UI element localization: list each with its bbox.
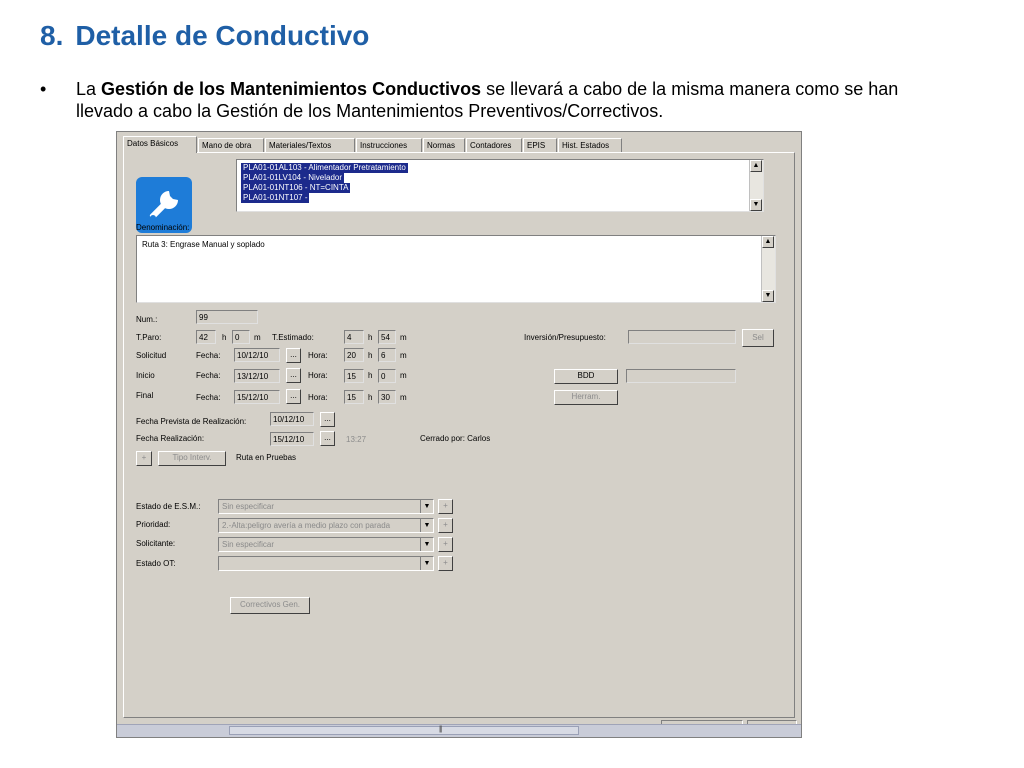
list-item[interactable]: PLA01-01AL103 - Alimentador Pretratamiento	[243, 163, 406, 172]
bullet-dot: •	[40, 79, 47, 99]
minutes-unit-label: m	[400, 351, 407, 360]
hora-label: Hora:	[308, 371, 328, 380]
list-item[interactable]: PLA01-01NT107 -	[243, 193, 308, 202]
correctivos-gen-button[interactable]: Correctivos Gen.	[230, 597, 310, 614]
solicitud-date-field[interactable]: 10/12/10	[234, 348, 280, 362]
final-date-picker-button[interactable]: ...	[286, 389, 301, 404]
slide-title-text: Detalle de Conductivo	[75, 20, 370, 51]
minutes-unit-label: m	[400, 393, 407, 402]
sel-button[interactable]: Sel	[742, 329, 774, 347]
testimado-hours-field[interactable]: 4	[344, 330, 364, 344]
solicitud-date-picker-button[interactable]: ...	[286, 348, 301, 363]
testimado-minutes-field[interactable]: 54	[378, 330, 396, 344]
add-solicitante-button[interactable]: +	[438, 537, 453, 552]
add-estado-esm-button[interactable]: +	[438, 499, 453, 514]
dropdown-arrow-icon[interactable]: ▼	[420, 538, 433, 551]
dropdown-arrow-icon[interactable]: ▼	[420, 519, 433, 532]
horizontal-scrollbar[interactable]	[117, 724, 801, 737]
hours-unit-label: h	[368, 351, 373, 360]
scroll-up-arrow-icon[interactable]: ▲	[750, 160, 762, 172]
denominacion-label: Denominación:	[136, 223, 190, 232]
solicitante-label: Solicitante:	[136, 539, 176, 548]
num-label: Num.:	[136, 315, 158, 324]
bullet-text-suffix: se llevará a cabo de la misma manera como se han llevado a cabo la Gestión de los Mantenimientos Preventivos/Correctivos.	[76, 79, 899, 121]
add-estado-ot-button[interactable]: +	[438, 556, 453, 571]
tparo-hours-field[interactable]: 42	[196, 330, 216, 344]
tab-normas[interactable]: Normas	[423, 138, 465, 152]
inicio-date-field[interactable]: 13/12/10	[234, 369, 280, 383]
app-window	[116, 131, 802, 738]
fecha-realizacion-picker-button[interactable]: ...	[320, 431, 335, 446]
tipo-interv-value: Ruta en Pruebas	[236, 453, 297, 462]
bdd-field[interactable]	[626, 369, 736, 383]
denominacion-text: Ruta 3: Engrase Manual y soplado	[142, 240, 265, 249]
tab-contadores[interactable]: Contadores	[466, 138, 522, 152]
scrollbar-thumb[interactable]	[229, 726, 579, 735]
prioridad-select[interactable]	[218, 518, 434, 533]
add-tipo-interv-button[interactable]: +	[136, 451, 152, 466]
scroll-up-arrow-icon[interactable]: ▲	[762, 236, 774, 248]
final-date-field[interactable]: 15/12/10	[234, 390, 280, 404]
cerrado-por-text: Cerrado por: Carlos	[420, 434, 491, 443]
fecha-prevista-label: Fecha Prevista de Realización:	[136, 417, 247, 426]
fecha-realizacion-field[interactable]: 15/12/10	[270, 432, 314, 446]
solicitud-hours-field[interactable]: 20	[344, 348, 364, 362]
equipment-list-scrollbar[interactable]	[749, 160, 763, 211]
minutes-unit-label: m	[254, 333, 261, 342]
hours-unit-label: h	[368, 371, 373, 380]
tab-mano-de-obra[interactable]: Mano de obra	[198, 138, 264, 152]
hours-unit-label: h	[368, 393, 373, 402]
solicitud-minutes-field[interactable]: 6	[378, 348, 396, 362]
tab-panel-datos-basicos	[123, 152, 795, 718]
hora-label: Hora:	[308, 393, 328, 402]
tab-datos-basicos[interactable]: Datos Básicos	[123, 136, 197, 153]
solicitud-label: Solicitud	[136, 351, 167, 360]
solicitante-select[interactable]	[218, 537, 434, 552]
estado-esm-value: Sin especificar	[222, 502, 275, 511]
fecha-label: Fecha:	[196, 371, 221, 380]
final-minutes-field[interactable]: 30	[378, 390, 396, 404]
minutes-unit-label: m	[400, 333, 407, 342]
fecha-label: Fecha:	[196, 351, 221, 360]
equipment-list[interactable]	[236, 159, 764, 212]
slide-title	[40, 20, 369, 52]
bullet-text	[76, 78, 940, 122]
tparo-minutes-field[interactable]: 0	[232, 330, 250, 344]
hours-unit-label: h	[222, 333, 227, 342]
tparo-label: T.Paro:	[136, 333, 162, 342]
hours-unit-label: h	[368, 333, 373, 342]
slide-number: 8.	[40, 20, 64, 51]
fecha-prevista-field[interactable]: 10/12/10	[270, 412, 314, 426]
fecha-realizacion-time: 13:27	[346, 435, 367, 444]
herram-button[interactable]: Herram.	[554, 390, 618, 405]
tab-epis[interactable]: EPIS	[523, 138, 557, 152]
testimado-label: T.Estimado:	[272, 333, 314, 342]
bullet-paragraph	[40, 78, 940, 122]
solicitante-value: Sin especificar	[222, 540, 275, 549]
bullet-text-bold: Gestión de los Mantenimientos Conductivos	[101, 79, 482, 99]
estado-ot-select[interactable]	[218, 556, 434, 571]
dropdown-arrow-icon[interactable]: ▼	[420, 500, 433, 513]
bdd-button[interactable]: BDD	[554, 369, 618, 384]
inicio-date-picker-button[interactable]: ...	[286, 368, 301, 383]
scrollbar-grip-icon: |||	[439, 726, 442, 733]
denominacion-scrollbar[interactable]	[761, 236, 775, 302]
minutes-unit-label: m	[400, 371, 407, 380]
dropdown-arrow-icon[interactable]: ▼	[420, 557, 433, 570]
hora-label: Hora:	[308, 351, 328, 360]
final-hours-field[interactable]: 15	[344, 390, 364, 404]
estado-ot-label: Estado OT:	[136, 559, 176, 568]
inicio-minutes-field[interactable]: 0	[378, 369, 396, 383]
inversion-field[interactable]	[628, 330, 736, 344]
denominacion-textarea[interactable]	[136, 235, 776, 303]
tab-materiales-textos[interactable]: Materiales/Textos	[265, 138, 355, 152]
tab-hist-estados[interactable]: Hist. Estados	[558, 138, 622, 152]
fecha-realizacion-label: Fecha Realización:	[136, 434, 205, 443]
add-prioridad-button[interactable]: +	[438, 518, 453, 533]
tab-instrucciones[interactable]: Instrucciones	[356, 138, 422, 152]
final-label: Final	[136, 391, 154, 400]
inicio-label: Inicio	[136, 371, 155, 380]
inversion-label: Inversión/Presupuesto:	[524, 333, 606, 342]
prioridad-value: 2.-Alta:peligro avería a medio plazo con parada	[222, 521, 391, 530]
num-field[interactable]: 99	[196, 310, 258, 324]
fecha-label: Fecha:	[196, 393, 221, 402]
scroll-down-arrow-icon[interactable]: ▼	[762, 290, 774, 302]
prioridad-label: Prioridad:	[136, 520, 171, 529]
list-item[interactable]: PLA01-01NT106 - NT=CINTA	[243, 183, 349, 192]
fecha-prevista-picker-button[interactable]: ...	[320, 412, 335, 427]
list-item[interactable]: PLA01-01LV104 - Nivelador	[243, 173, 343, 182]
estado-esm-select[interactable]	[218, 499, 434, 514]
estado-esm-label: Estado de E.S.M.:	[136, 502, 201, 511]
tipo-interv-button[interactable]: Tipo Interv.	[158, 451, 226, 466]
scroll-down-arrow-icon[interactable]: ▼	[750, 199, 762, 211]
inicio-hours-field[interactable]: 15	[344, 369, 364, 383]
bullet-text-prefix: La	[76, 79, 102, 99]
